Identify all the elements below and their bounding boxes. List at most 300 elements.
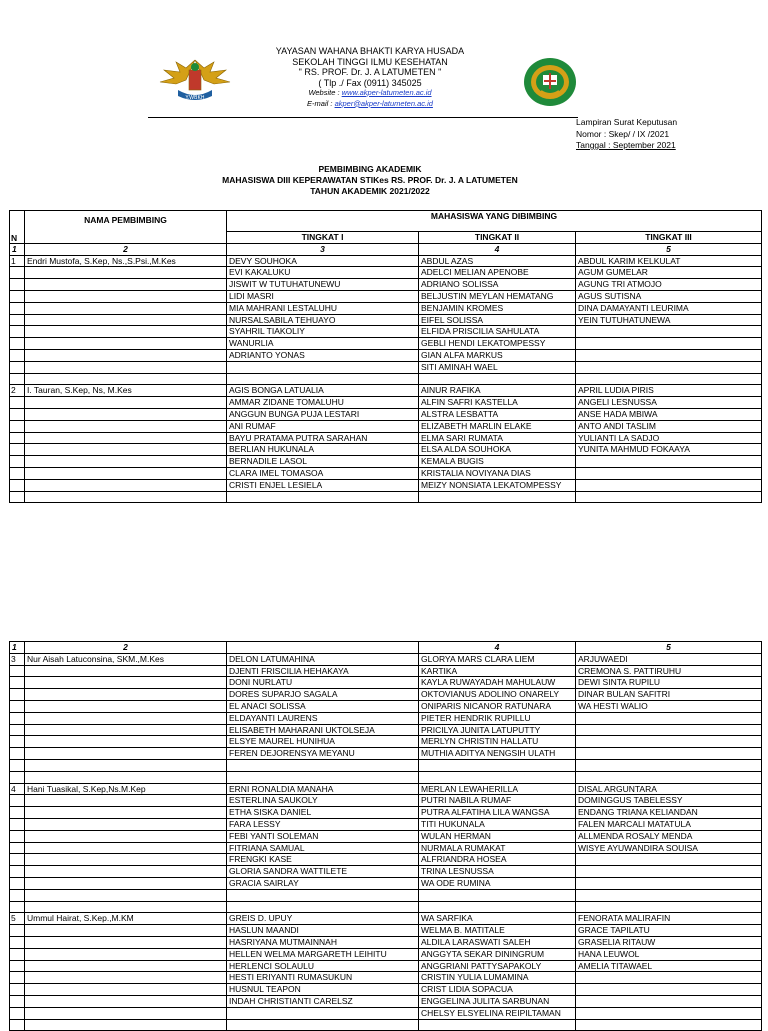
student-tingkat-3 bbox=[576, 456, 762, 468]
advisor-table-page-2 bbox=[9, 641, 762, 1031]
advisor-name bbox=[25, 444, 227, 456]
advisor-number bbox=[10, 444, 25, 456]
advisor-name bbox=[25, 866, 227, 878]
title-line3: TAHUN AKADEMIK 2021/2022 bbox=[310, 186, 430, 196]
student-tingkat-3: AGUM GUMELAR bbox=[576, 267, 762, 279]
index-2: 2 bbox=[25, 243, 227, 255]
index-3: 3 bbox=[227, 243, 419, 255]
advisor-name bbox=[25, 491, 227, 503]
table-row bbox=[10, 877, 762, 889]
student-tingkat-1 bbox=[227, 1019, 419, 1031]
student-tingkat-1: MIA MAHRANI LESTALUHU bbox=[227, 302, 419, 314]
table-row bbox=[10, 456, 762, 468]
advisor-number bbox=[10, 338, 25, 350]
student-tingkat-1 bbox=[227, 361, 419, 373]
advisor-name bbox=[25, 759, 227, 771]
student-tingkat-2: WA SARFIKA bbox=[419, 913, 576, 925]
student-tingkat-2: ELFIDA PRISCILIA SAHULATA bbox=[419, 326, 576, 338]
student-tingkat-3: ENDANG TRIANA KELIANDAN bbox=[576, 807, 762, 819]
student-tingkat-3: GRACE TAPILATU bbox=[576, 925, 762, 937]
student-tingkat-2 bbox=[419, 491, 576, 503]
advisor-name bbox=[25, 936, 227, 948]
student-tingkat-3 bbox=[576, 491, 762, 503]
document-title bbox=[180, 164, 560, 197]
advisor-name bbox=[25, 854, 227, 866]
student-tingkat-1 bbox=[227, 491, 419, 503]
student-tingkat-1: HERLENCI SOLAULU bbox=[227, 960, 419, 972]
student-tingkat-3: ABDUL KARIM KELKULAT bbox=[576, 255, 762, 267]
table-row bbox=[10, 807, 762, 819]
student-tingkat-2: GIAN ALFA MARKUS bbox=[419, 349, 576, 361]
table-row bbox=[10, 712, 762, 724]
student-tingkat-1: FEBI YANTI SOLEMAN bbox=[227, 830, 419, 842]
advisor-name bbox=[25, 889, 227, 901]
table-row bbox=[10, 689, 762, 701]
advisor-number bbox=[10, 689, 25, 701]
student-tingkat-2: PUTRI NABILA RUMAF bbox=[419, 795, 576, 807]
advisor-number bbox=[10, 420, 25, 432]
student-tingkat-1: INDAH CHRISTIANTI CARELSZ bbox=[227, 995, 419, 1007]
advisor-name bbox=[25, 456, 227, 468]
header-tingkat-1: TINGKAT I bbox=[227, 232, 419, 244]
student-tingkat-1: HUSNUL TEAPON bbox=[227, 984, 419, 996]
student-tingkat-2: ENGGELINA JULITA SARBUNAN bbox=[419, 995, 576, 1007]
letterhead-line2: SEKOLAH TINGGI ILMU KESEHATAN bbox=[292, 56, 448, 67]
student-tingkat-2: ALFRIANDRA HOSEA bbox=[419, 854, 576, 866]
advisor-name bbox=[25, 290, 227, 302]
advisor-number bbox=[10, 960, 25, 972]
table-row bbox=[10, 1019, 762, 1031]
student-tingkat-3: YUNITA MAHMUD FOKAAYA bbox=[576, 444, 762, 456]
advisor-name bbox=[25, 326, 227, 338]
advisor-name bbox=[25, 748, 227, 760]
table-row bbox=[10, 795, 762, 807]
table-row bbox=[10, 889, 762, 901]
advisor-name bbox=[25, 901, 227, 913]
table-row bbox=[10, 700, 762, 712]
table-row bbox=[10, 972, 762, 984]
advisor-number bbox=[10, 314, 25, 326]
table-row bbox=[10, 361, 762, 373]
header-tingkat-3: TINGKAT III bbox=[576, 232, 762, 244]
student-tingkat-2: MERLAN LEWAHERILLA bbox=[419, 783, 576, 795]
advisor-number: 1 bbox=[10, 255, 25, 267]
student-tingkat-1: BERNADILE LASOL bbox=[227, 456, 419, 468]
student-tingkat-1: HELLEN WELMA MARGARETH LEIHITU bbox=[227, 948, 419, 960]
table-row bbox=[10, 913, 762, 925]
student-tingkat-3: FALEN MARCALI MATATULA bbox=[576, 818, 762, 830]
letterhead-line1: YAYASAN WAHANA BHAKTI KARYA HUSADA bbox=[275, 46, 465, 56]
advisor-name bbox=[25, 665, 227, 677]
table-row bbox=[10, 420, 762, 432]
student-tingkat-2: GEBLI HENDI LEKATOMPESSY bbox=[419, 338, 576, 350]
index-4: 4 bbox=[419, 642, 576, 654]
table-row bbox=[10, 936, 762, 948]
student-tingkat-2: TITI HUKUNALA bbox=[419, 818, 576, 830]
advisor-number bbox=[10, 736, 25, 748]
index-1: 1 bbox=[10, 642, 25, 654]
student-tingkat-2: PIETER HENDRIK RUPILLU bbox=[419, 712, 576, 724]
table-row bbox=[10, 290, 762, 302]
student-tingkat-3 bbox=[576, 467, 762, 479]
header-no: N bbox=[10, 211, 25, 244]
letterhead-divider bbox=[148, 117, 578, 118]
student-tingkat-2: ADELCI MELIAN APENOBE bbox=[419, 267, 576, 279]
student-tingkat-1: FITRIANA SAMUAL bbox=[227, 842, 419, 854]
student-tingkat-3 bbox=[576, 866, 762, 878]
student-tingkat-2: CRISTIN YULIA LUMAMINA bbox=[419, 972, 576, 984]
advisor-name bbox=[25, 397, 227, 409]
advisor-number bbox=[10, 1019, 25, 1031]
student-tingkat-2 bbox=[419, 771, 576, 783]
student-tingkat-3 bbox=[576, 984, 762, 996]
advisor-name bbox=[25, 771, 227, 783]
student-tingkat-1: WANURLIA bbox=[227, 338, 419, 350]
student-tingkat-3 bbox=[576, 1007, 762, 1019]
student-tingkat-2: SITI AMINAH WAEL bbox=[419, 361, 576, 373]
advisor-name bbox=[25, 1019, 227, 1031]
table-row bbox=[10, 373, 762, 385]
column-index-row bbox=[10, 642, 762, 654]
website-link[interactable]: www.akper-latumeten.ac.id bbox=[341, 88, 432, 97]
advisor-name: Nur Aisah Latuconsina, SKM.,M.Kes bbox=[25, 653, 227, 665]
table-row bbox=[10, 854, 762, 866]
student-tingkat-3 bbox=[576, 972, 762, 984]
student-tingkat-3: DEWI SINTA RUPILU bbox=[576, 677, 762, 689]
table-row bbox=[10, 771, 762, 783]
advisor-number bbox=[10, 854, 25, 866]
student-tingkat-1: ESTERLINA SAUKOLY bbox=[227, 795, 419, 807]
table-row bbox=[10, 326, 762, 338]
advisor-name bbox=[25, 479, 227, 491]
advisor-number bbox=[10, 795, 25, 807]
table-row bbox=[10, 385, 762, 397]
letterhead bbox=[230, 46, 510, 109]
lampiran-block bbox=[576, 117, 677, 152]
advisor-name: Hani Tuasikal, S.Kep,Ns.M.Kep bbox=[25, 783, 227, 795]
student-tingkat-3 bbox=[576, 759, 762, 771]
student-tingkat-3: GRASELIA RITAUW bbox=[576, 936, 762, 948]
student-tingkat-1 bbox=[227, 771, 419, 783]
student-tingkat-2 bbox=[419, 889, 576, 901]
table-row bbox=[10, 960, 762, 972]
logo-left-text: Y.WBKH bbox=[185, 95, 205, 101]
student-tingkat-1: FRENGKI KASE bbox=[227, 854, 419, 866]
student-tingkat-2: MUTHIA ADITYA NENGSIH ULATH bbox=[419, 748, 576, 760]
advisor-number bbox=[10, 807, 25, 819]
advisor-name bbox=[25, 877, 227, 889]
table-row bbox=[10, 736, 762, 748]
advisor-number bbox=[10, 267, 25, 279]
advisor-name bbox=[25, 925, 227, 937]
student-tingkat-2: KRISTALIA NOVIYANA DIAS bbox=[419, 467, 576, 479]
advisor-name bbox=[25, 960, 227, 972]
student-tingkat-1: SYAHRIL TIAKOLIY bbox=[227, 326, 419, 338]
advisor-name bbox=[25, 1007, 227, 1019]
student-tingkat-1: ERNI RONALDIA MANAHA bbox=[227, 783, 419, 795]
student-tingkat-3: AMELIA TITAWAEL bbox=[576, 960, 762, 972]
table-row bbox=[10, 408, 762, 420]
advisor-number bbox=[10, 665, 25, 677]
advisor-number bbox=[10, 830, 25, 842]
student-tingkat-3: YEIN TUTUHATUNEWA bbox=[576, 314, 762, 326]
student-tingkat-3: ANTO ANDI TASLIM bbox=[576, 420, 762, 432]
title-line2: MAHASISWA DIII KEPERAWATAN STIKes RS. PROF. Dr. J. A LATUMETEN bbox=[222, 175, 518, 185]
advisor-number bbox=[10, 491, 25, 503]
advisor-table-page-1 bbox=[9, 210, 762, 503]
student-tingkat-3 bbox=[576, 349, 762, 361]
advisor-number bbox=[10, 748, 25, 760]
advisor-name bbox=[25, 842, 227, 854]
student-tingkat-1: BERLIAN HUKUNALA bbox=[227, 444, 419, 456]
student-tingkat-2 bbox=[419, 373, 576, 385]
student-tingkat-2: WULAN HERMAN bbox=[419, 830, 576, 842]
header-tingkat-2: TINGKAT II bbox=[419, 232, 576, 244]
student-tingkat-2: WELMA B. MATITALE bbox=[419, 925, 576, 937]
student-tingkat-2: ALSTRA LESBATTA bbox=[419, 408, 576, 420]
advisor-number bbox=[10, 326, 25, 338]
email-line bbox=[230, 99, 510, 110]
student-tingkat-3 bbox=[576, 712, 762, 724]
advisor-name bbox=[25, 677, 227, 689]
header-mahasiswa: MAHASISWA YANG DIBIMBING bbox=[227, 211, 762, 232]
advisor-name bbox=[25, 736, 227, 748]
table-row bbox=[10, 314, 762, 326]
student-tingkat-1: EVI KAKALUKU bbox=[227, 267, 419, 279]
table-row bbox=[10, 783, 762, 795]
student-tingkat-2: GLORYA MARS CLARA LIEM bbox=[419, 653, 576, 665]
advisor-number: 4 bbox=[10, 783, 25, 795]
student-tingkat-1: ELISABETH MAHARANI UKTOLSEJA bbox=[227, 724, 419, 736]
advisor-number bbox=[10, 948, 25, 960]
index-4: 4 bbox=[419, 243, 576, 255]
student-tingkat-3: YULIANTI LA SADJO bbox=[576, 432, 762, 444]
student-tingkat-2: ALDILA LARASWATI SALEH bbox=[419, 936, 576, 948]
student-tingkat-1: ELSYE MAUREL HUNIHUA bbox=[227, 736, 419, 748]
student-tingkat-3 bbox=[576, 736, 762, 748]
student-tingkat-3: ANSE HADA MBIWA bbox=[576, 408, 762, 420]
advisor-name bbox=[25, 712, 227, 724]
student-tingkat-3 bbox=[576, 889, 762, 901]
advisor-number bbox=[10, 712, 25, 724]
student-tingkat-3 bbox=[576, 338, 762, 350]
student-tingkat-3: CREMONA S. PATTIRUHU bbox=[576, 665, 762, 677]
student-tingkat-3: DISAL ARGUNTARA bbox=[576, 783, 762, 795]
advisor-number: 2 bbox=[10, 385, 25, 397]
advisor-name bbox=[25, 995, 227, 1007]
table-row bbox=[10, 338, 762, 350]
table-row bbox=[10, 267, 762, 279]
student-tingkat-2: NURMALA RUMAKAT bbox=[419, 842, 576, 854]
table-row bbox=[10, 866, 762, 878]
advisor-name bbox=[25, 302, 227, 314]
index-1: 1 bbox=[10, 243, 25, 255]
student-tingkat-2: ANGGRIANI PATTYSAPAKOLY bbox=[419, 960, 576, 972]
student-tingkat-1: ELDAYANTI LAURENS bbox=[227, 712, 419, 724]
letterhead-line3: " RS. PROF. Dr. J. A LATUMETEN " bbox=[298, 67, 442, 77]
advisor-name bbox=[25, 314, 227, 326]
table-row bbox=[10, 830, 762, 842]
advisor-name bbox=[25, 972, 227, 984]
advisor-number bbox=[10, 408, 25, 420]
table-row bbox=[10, 349, 762, 361]
student-tingkat-3: WA HESTI WALIO bbox=[576, 700, 762, 712]
student-tingkat-3: ARJUWAEDI bbox=[576, 653, 762, 665]
table-row bbox=[10, 1007, 762, 1019]
lampiran-line1: Lampiran Surat Keputusan bbox=[576, 117, 678, 127]
student-tingkat-3: FENORATA MALIRAFIN bbox=[576, 913, 762, 925]
student-tingkat-2: ELSA ALDA SOUHOKA bbox=[419, 444, 576, 456]
student-tingkat-3 bbox=[576, 877, 762, 889]
table-row bbox=[10, 818, 762, 830]
advisor-number bbox=[10, 936, 25, 948]
student-tingkat-1: JISWIT W TUTUHATUNEWU bbox=[227, 279, 419, 291]
student-tingkat-3: DINAR BULAN SAFITRI bbox=[576, 689, 762, 701]
advisor-name bbox=[25, 818, 227, 830]
email-label: E-mail : bbox=[307, 98, 335, 108]
student-tingkat-2: ANGGYTA SEKAR DININGRUM bbox=[419, 948, 576, 960]
student-tingkat-3: DINA DAMAYANTI LEURIMA bbox=[576, 302, 762, 314]
advisor-name bbox=[25, 361, 227, 373]
letterhead-line4: ( Tlp ./ Fax (0911) 345025 bbox=[318, 77, 422, 88]
advisor-number bbox=[10, 759, 25, 771]
table-row bbox=[10, 397, 762, 409]
logo-left bbox=[156, 56, 234, 106]
student-tingkat-2: EIFEL SOLISSA bbox=[419, 314, 576, 326]
student-tingkat-1: AGIS BONGA LATUALIA bbox=[227, 385, 419, 397]
table-row bbox=[10, 302, 762, 314]
website-line bbox=[230, 88, 510, 99]
student-tingkat-3: AGUNG TRI ATMOJO bbox=[576, 279, 762, 291]
student-tingkat-1: ANI RUMAF bbox=[227, 420, 419, 432]
advisor-number bbox=[10, 995, 25, 1007]
index-2: 2 bbox=[25, 642, 227, 654]
advisor-name bbox=[25, 338, 227, 350]
student-tingkat-1: DJENTI FRISCILIA HEHAKAYA bbox=[227, 665, 419, 677]
student-tingkat-1: AMMAR ZIDANE TOMALUHU bbox=[227, 397, 419, 409]
advisor-number bbox=[10, 397, 25, 409]
advisor-number bbox=[10, 925, 25, 937]
student-tingkat-3 bbox=[576, 724, 762, 736]
student-tingkat-3: AGUS SUTISNA bbox=[576, 290, 762, 302]
student-tingkat-3 bbox=[576, 361, 762, 373]
student-tingkat-1 bbox=[227, 759, 419, 771]
index-5: 5 bbox=[576, 243, 762, 255]
student-tingkat-1: CLARA IMEL TOMASOA bbox=[227, 467, 419, 479]
student-tingkat-3: HANA LEUWOL bbox=[576, 948, 762, 960]
student-tingkat-3: APRIL LUDIA PIRIS bbox=[576, 385, 762, 397]
advisor-name bbox=[25, 373, 227, 385]
website-label: Website : bbox=[308, 88, 342, 97]
advisor-name bbox=[25, 467, 227, 479]
table-row bbox=[10, 444, 762, 456]
table-row bbox=[10, 677, 762, 689]
advisor-name: Ummul Hairat, S.Kep.,M.KM bbox=[25, 913, 227, 925]
advisor-name: I. Tauran, S.Kep, Ns, M.Kes bbox=[25, 385, 227, 397]
student-tingkat-2: ELMA SARI RUMATA bbox=[419, 432, 576, 444]
student-tingkat-2: MERLYN CHRISTIN HALLATU bbox=[419, 736, 576, 748]
student-tingkat-1: EL ANACI SOLISSA bbox=[227, 700, 419, 712]
student-tingkat-1 bbox=[227, 889, 419, 901]
table-row bbox=[10, 479, 762, 491]
advisor-number: 3 bbox=[10, 653, 25, 665]
table-row bbox=[10, 432, 762, 444]
student-tingkat-2: BELJUSTIN MEYLAN HEMATANG bbox=[419, 290, 576, 302]
student-tingkat-1: ADRIANTO YONAS bbox=[227, 349, 419, 361]
advisor-number bbox=[10, 279, 25, 291]
header-nama: NAMA PEMBIMBING bbox=[25, 211, 227, 244]
advisor-name bbox=[25, 700, 227, 712]
advisor-number bbox=[10, 866, 25, 878]
table-row bbox=[10, 279, 762, 291]
student-tingkat-2: KEMALA BUGIS bbox=[419, 456, 576, 468]
student-tingkat-1: DORES SUPARJO SAGALA bbox=[227, 689, 419, 701]
student-tingkat-2: CRIST LIDIA SOPACUA bbox=[419, 984, 576, 996]
student-tingkat-1: HASLUN MAANDI bbox=[227, 925, 419, 937]
advisor-name bbox=[25, 807, 227, 819]
advisor-number bbox=[10, 302, 25, 314]
table-row bbox=[10, 748, 762, 760]
advisor-number bbox=[10, 677, 25, 689]
student-tingkat-2: PUTRA ALFATIHA LILA WANGSA bbox=[419, 807, 576, 819]
table-row bbox=[10, 653, 762, 665]
table-row bbox=[10, 491, 762, 503]
table-row bbox=[10, 984, 762, 996]
student-tingkat-2: PRICILYA JUNITA LATUPUTTY bbox=[419, 724, 576, 736]
table-row bbox=[10, 467, 762, 479]
email-link[interactable]: akper@akper-latumeten.ac.id bbox=[334, 98, 433, 108]
advisor-number bbox=[10, 889, 25, 901]
student-tingkat-3: ALLMENDA ROSALY MENDA bbox=[576, 830, 762, 842]
student-tingkat-3 bbox=[576, 1019, 762, 1031]
student-tingkat-2: ONIPARIS NICANOR RATUNARA bbox=[419, 700, 576, 712]
advisor-number bbox=[10, 361, 25, 373]
student-tingkat-2: MEIZY NONSIATA LEKATOMPESSY bbox=[419, 479, 576, 491]
table-row bbox=[10, 842, 762, 854]
student-tingkat-1: LIDI MASRI bbox=[227, 290, 419, 302]
advisor-name bbox=[25, 349, 227, 361]
advisor-name bbox=[25, 689, 227, 701]
student-tingkat-2: AINUR RAFIKA bbox=[419, 385, 576, 397]
advisor-number bbox=[10, 373, 25, 385]
student-tingkat-1: HASRIYANA MUTMAINNAH bbox=[227, 936, 419, 948]
student-tingkat-1: FARA LESSY bbox=[227, 818, 419, 830]
index-5: 5 bbox=[576, 642, 762, 654]
advisor-number bbox=[10, 456, 25, 468]
advisor-number: 5 bbox=[10, 913, 25, 925]
index-3 bbox=[227, 642, 419, 654]
advisor-number bbox=[10, 1007, 25, 1019]
student-tingkat-2: ALFIN SAFRI KASTELLA bbox=[419, 397, 576, 409]
student-tingkat-2 bbox=[419, 1019, 576, 1031]
advisor-number bbox=[10, 479, 25, 491]
table-row bbox=[10, 665, 762, 677]
advisor-number bbox=[10, 432, 25, 444]
student-tingkat-3 bbox=[576, 373, 762, 385]
advisor-number bbox=[10, 877, 25, 889]
student-tingkat-2: TRINA LESNUSSA bbox=[419, 866, 576, 878]
advisor-number bbox=[10, 700, 25, 712]
student-tingkat-2: KAYLA RUWAYADAH MAHULAUW bbox=[419, 677, 576, 689]
table-row bbox=[10, 255, 762, 267]
advisor-name bbox=[25, 984, 227, 996]
table-row bbox=[10, 948, 762, 960]
student-tingkat-3 bbox=[576, 995, 762, 1007]
student-tingkat-2: CHELSY ELSYELINA REIPILTAMAN bbox=[419, 1007, 576, 1019]
table-row bbox=[10, 759, 762, 771]
advisor-number bbox=[10, 349, 25, 361]
column-index-row bbox=[10, 243, 762, 255]
